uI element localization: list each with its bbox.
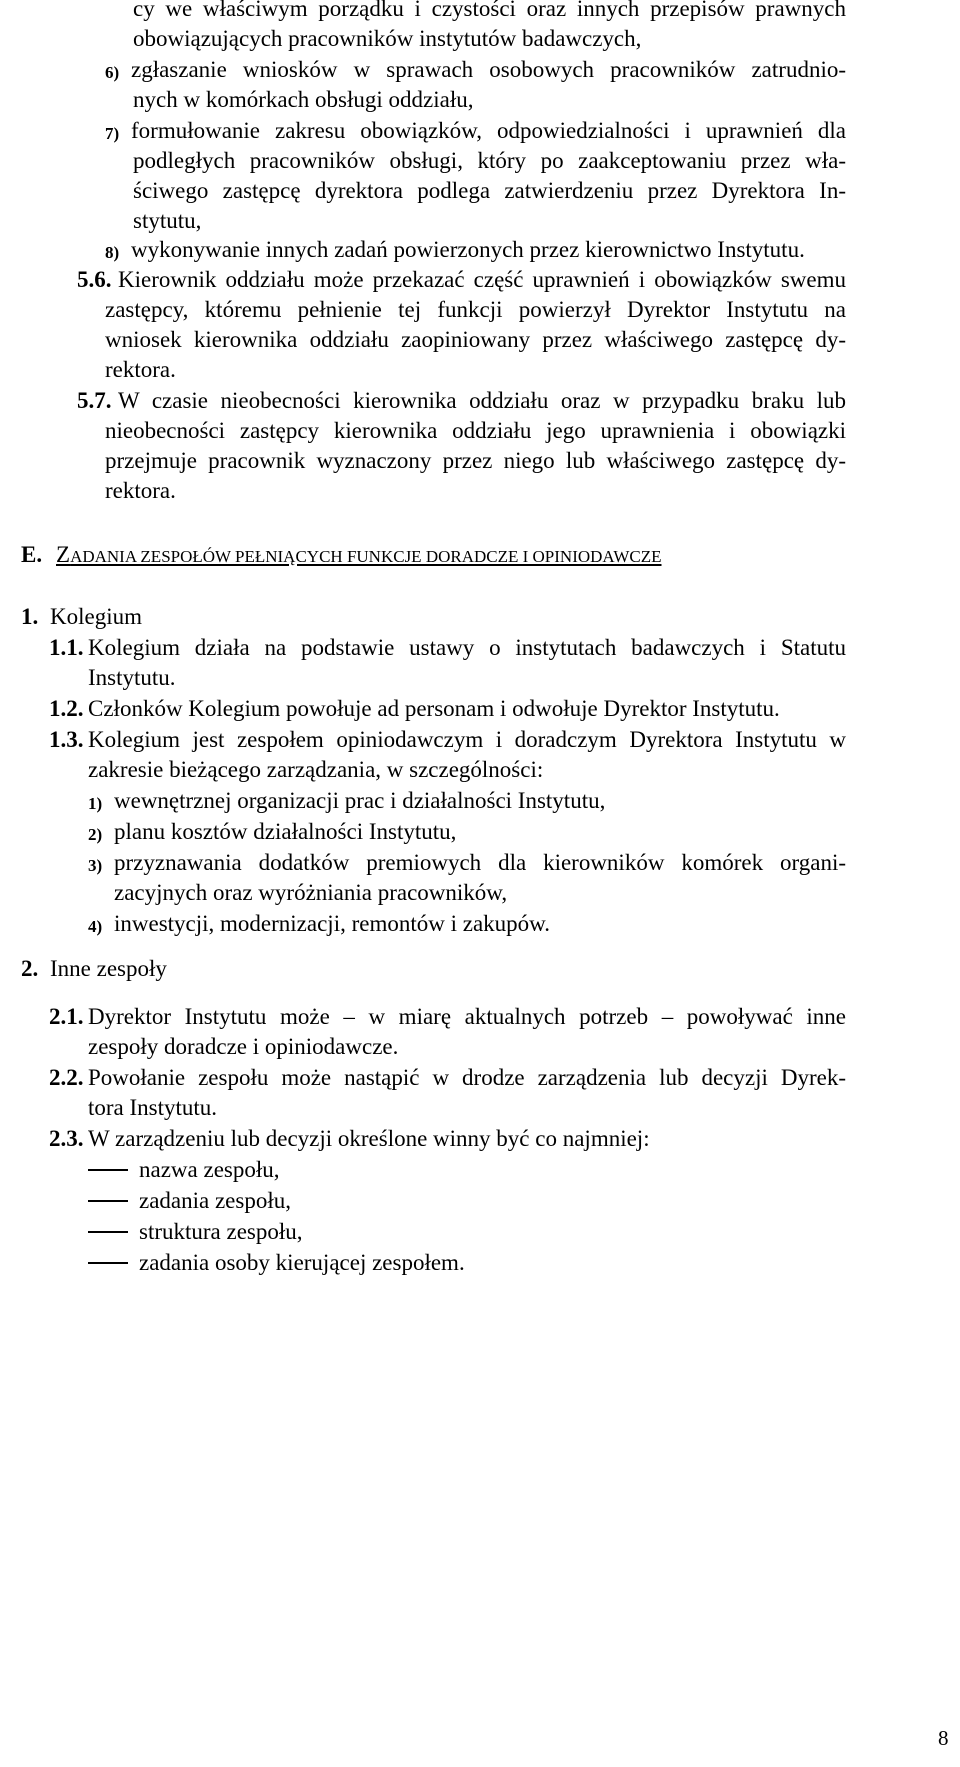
dash-bullet xyxy=(88,1262,128,1264)
subsection-number: 1. xyxy=(21,604,39,629)
text-line: przyznawania dodatków premiowych dla kierowników komórek organi- xyxy=(114,850,846,875)
text-line: planu kosztów działalności Instytutu, xyxy=(114,819,457,844)
list-number: 2) xyxy=(88,825,103,844)
heading-initial: Z xyxy=(56,542,71,567)
page-number: 8 xyxy=(938,1726,949,1750)
text-line: wewnętrznej organizacji prac i działalności Instytutu, xyxy=(114,788,606,813)
section-number: 5.6. xyxy=(77,267,112,292)
text-line: zgłaszanie wniosków w sprawach osobowych pracowników zatrudnio- xyxy=(131,57,846,82)
list-number: 3) xyxy=(88,856,103,875)
text-line: W czasie nieobecności kierownika oddziału oraz w przypadku braku lub xyxy=(118,388,846,413)
text-line: nazwa zespołu, xyxy=(139,1157,280,1182)
text-line: tora Instytutu. xyxy=(88,1095,218,1120)
text-line: Instytutu. xyxy=(88,665,176,690)
section-number: 5.7. xyxy=(77,388,112,413)
section-number: 1.1. xyxy=(49,635,84,660)
text-line: Dyrektor Instytutu może – w miarę aktualnych potrzeb – powoływać inne xyxy=(88,1004,846,1029)
text-line: podległych pracowników obsługi, który po zaakceptowaniu przez wła- xyxy=(133,148,846,173)
text-line: zakresie bieżącego zarządzania, w szczególności: xyxy=(88,757,544,782)
subsection-title: Inne zespoły xyxy=(50,956,167,981)
list-number: 4) xyxy=(88,917,103,936)
text-line: Kierownik oddziału może przekazać część uprawnień i obowiązków swemu xyxy=(118,267,846,292)
text-line: Członków Kolegium powołuje ad personam i odwołuje Dyrektor Instytutu. xyxy=(88,696,780,721)
text-line: zastępcy, któremu pełnienie tej funkcji powierzył Dyrektor Instytutu na xyxy=(105,297,846,322)
section-number: 2.1. xyxy=(49,1004,84,1029)
text-line: Kolegium jest zespołem opiniodawczym i doradczym Dyrektora Instytutu w xyxy=(88,727,846,752)
text-line: formułowanie zakresu obowiązków, odpowiedzialności i uprawnień dla xyxy=(131,118,846,143)
dash-bullet xyxy=(88,1231,128,1233)
list-number: 1) xyxy=(88,794,103,813)
dash-bullet xyxy=(88,1200,128,1202)
text-line: zacyjnych oraz wyróżniania pracowników, xyxy=(114,880,508,905)
subsection-number: 2. xyxy=(21,956,39,981)
section-number: 1.3. xyxy=(49,727,84,752)
text-line: Kolegium działa na podstawie ustawy o instytutach badawczych i Statutu xyxy=(88,635,846,660)
text-line: nieobecności zastępcy kierownika oddziału jego uprawnienia i obowiązki xyxy=(105,418,846,443)
list-number: 8) xyxy=(105,243,120,262)
text-line: wniosek kierownika oddziału zaopiniowany przez właściwego zastępcę dy- xyxy=(105,327,846,352)
text-line: zadania osoby kierującej zespołem. xyxy=(139,1250,465,1275)
text-line: rektora. xyxy=(105,478,176,503)
text-line: rektora. xyxy=(105,357,176,382)
section-number: 2.2. xyxy=(49,1065,84,1090)
section-number: 1.2. xyxy=(49,696,84,721)
text-line: inwestycji, modernizacji, remontów i zakupów. xyxy=(114,911,551,936)
dash-bullet xyxy=(88,1169,128,1171)
text-line: zespoły doradcze i opiniodawcze. xyxy=(88,1034,399,1059)
text-line: wykonywanie innych zadań powierzonych przez kierownictwo Instytutu. xyxy=(131,237,805,262)
text-line: obowiązujących pracowników instytutów badawczych, xyxy=(133,26,642,51)
text-line: ściwego zastępcę dyrektora podlega zatwierdzeniu przez Dyrektora In- xyxy=(133,178,846,203)
text-line: stytutu, xyxy=(133,208,202,233)
text-line: struktura zespołu, xyxy=(139,1219,303,1244)
section-number: 2.3. xyxy=(49,1126,84,1151)
text-line: nych w komórkach obsługi oddziału, xyxy=(133,87,474,112)
list-number: 6) xyxy=(105,63,120,82)
text-line: W zarządzeniu lub decyzji określone winny być co najmniej: xyxy=(88,1126,650,1151)
section-heading xyxy=(56,540,662,572)
list-number: 7) xyxy=(105,124,120,143)
text-line: przejmuje pracownik wyznaczony przez niego lub właściwego zastępcę dy- xyxy=(105,448,846,473)
section-letter: E. xyxy=(21,542,43,567)
heading-rest: ADANIA ZESPOŁÓW PEŁNIĄCYCH FUNKCJE DORADCZE I OPINIODAWCZE xyxy=(70,547,662,566)
text-line: Powołanie zespołu może nastąpić w drodze zarządzenia lub decyzji Dyrek- xyxy=(88,1065,846,1090)
subsection-title: Kolegium xyxy=(50,604,142,629)
text-line: zadania zespołu, xyxy=(139,1188,291,1213)
text-line: cy we właściwym porządku i czystości oraz innych przepisów prawnych xyxy=(133,0,846,21)
